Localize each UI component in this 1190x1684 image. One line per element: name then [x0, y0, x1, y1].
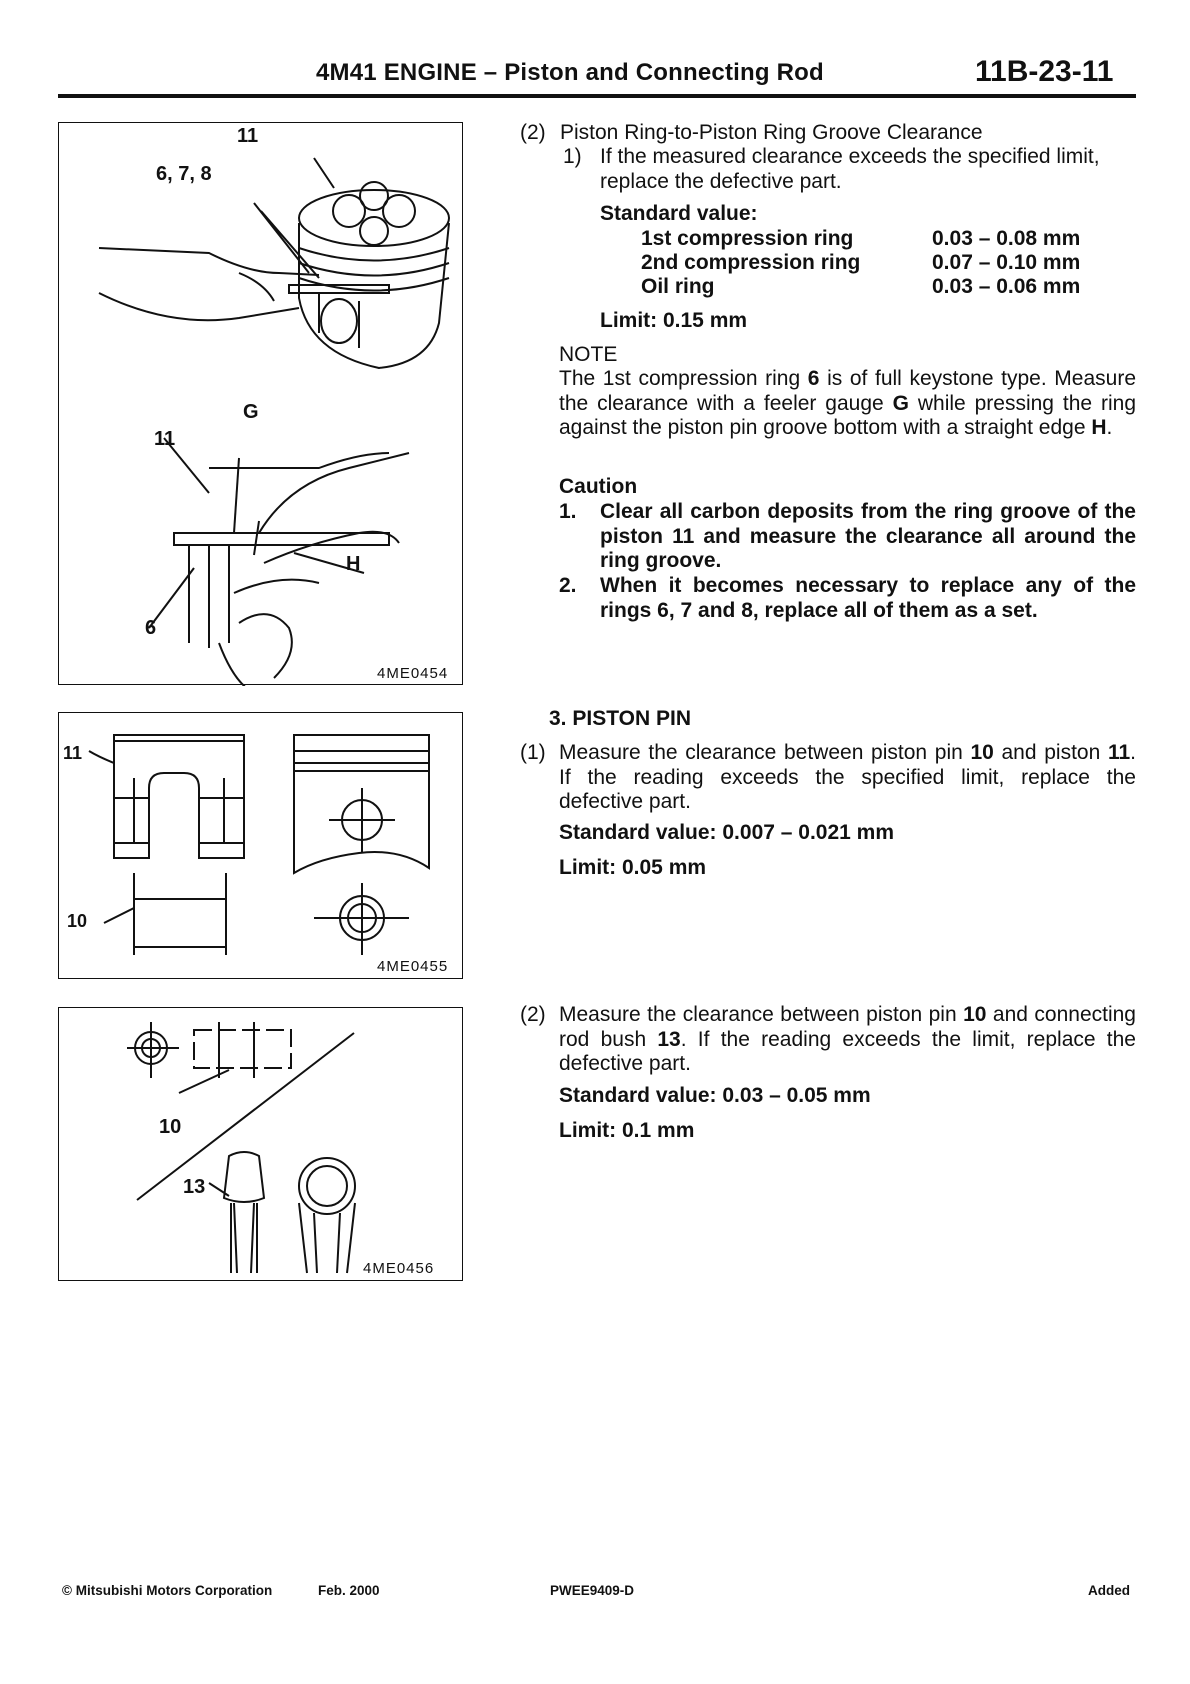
ring-groove-illustration [59, 123, 464, 686]
spec-row-value: 0.03 – 0.08 mm [932, 227, 1081, 250]
header-rule [58, 94, 1136, 98]
ring-groove-limit: Limit: 0.15 mm [600, 309, 748, 332]
fig1-label-rings: 6, 7, 8 [156, 163, 212, 185]
ring-groove-step-text: If the measured clearance exceeds the specified limit, replace the defective part. [600, 145, 1100, 193]
fig1-label-g: G [243, 401, 259, 423]
standard-value-label: Standard value: [600, 202, 758, 225]
spec-row-value: 0.03 – 0.06 mm [932, 275, 1081, 298]
note-label: NOTE [559, 343, 618, 366]
piston-pin-item2-text: Measure the clearance between piston pin 10 and connecting rod bush 13. If the reading exceeds the limit, replace the defective part. [559, 1003, 1136, 1075]
note-text: The 1st compression ring 6 is of full keystone type. Measure the clearance with a feeler gauge G while pressing the ring against the piston pin groove bottom with a straight edge H. [559, 367, 1136, 439]
piston-pin-item1-standard: Standard value: 0.007 – 0.021 mm [559, 821, 895, 844]
caution-number: 2. [559, 574, 577, 597]
rod-bush-illustration [59, 1008, 464, 1282]
spec-row-name: Oil ring [641, 275, 715, 298]
piston-pin-heading: 3. PISTON PIN [549, 707, 691, 730]
spec-row-name: 2nd compression ring [641, 251, 861, 274]
piston-pin-item1-number: (1) [520, 741, 546, 764]
fig1-label-6: 6 [145, 617, 157, 639]
figure-piston-pin-clearance [58, 712, 463, 979]
piston-pin-item2-number: (2) [520, 1003, 546, 1026]
ring-groove-step-number: 1) [563, 145, 582, 168]
caution-text: Clear all carbon deposits from the ring groove of the piston 11 and measure the clearance all around the ring groove. [600, 500, 1136, 572]
piston-pin-item2-limit: Limit: 0.1 mm [559, 1119, 695, 1142]
ring-groove-item-number: (2) [520, 121, 546, 144]
figure-ring-groove-clearance [58, 122, 463, 685]
fig2-code: 4ME0455 [377, 958, 449, 975]
fig2-label-11: 11 [63, 743, 83, 763]
footer-doc-code: PWEE9409-D [550, 1583, 635, 1598]
fig1-label-11-top: 11 [237, 125, 259, 147]
piston-pin-illustration [59, 713, 464, 980]
ring-groove-heading: Piston Ring-to-Piston Ring Groove Clearance [560, 121, 983, 144]
fig3-label-10: 10 [159, 1116, 182, 1138]
footer-date: Feb. 2000 [318, 1583, 380, 1598]
spec-row-name: 1st compression ring [641, 227, 854, 250]
footer-copyright: © Mitsubishi Motors Corporation [62, 1583, 273, 1598]
caution-number: 1. [559, 500, 577, 523]
fig1-code: 4ME0454 [377, 665, 449, 682]
page-number: 11B-23-11 [975, 55, 1114, 88]
fig3-label-13: 13 [183, 1176, 206, 1198]
page-title: 4M41 ENGINE – Piston and Connecting Rod [316, 59, 824, 86]
fig1-label-11-piston: 11 [154, 428, 176, 450]
figure-rod-bush-clearance [58, 1007, 463, 1281]
fig2-label-10: 10 [67, 911, 88, 931]
piston-pin-item1-text: Measure the clearance between piston pin 10 and piston 11. If the reading exceeds the specified limit, replace the defective part. [559, 741, 1136, 813]
piston-pin-item2-standard: Standard value: 0.03 – 0.05 mm [559, 1084, 871, 1107]
fig3-code: 4ME0456 [363, 1260, 435, 1277]
footer-status: Added [1088, 1583, 1130, 1598]
caution-text: When it becomes necessary to replace any of the rings 6, 7 and 8, replace all of them as a set. [600, 574, 1136, 622]
fig1-label-h: H [346, 553, 361, 575]
spec-row-value: 0.07 – 0.10 mm [932, 251, 1081, 274]
piston-pin-item1-limit: Limit: 0.05 mm [559, 856, 707, 879]
caution-label: Caution [559, 475, 638, 498]
